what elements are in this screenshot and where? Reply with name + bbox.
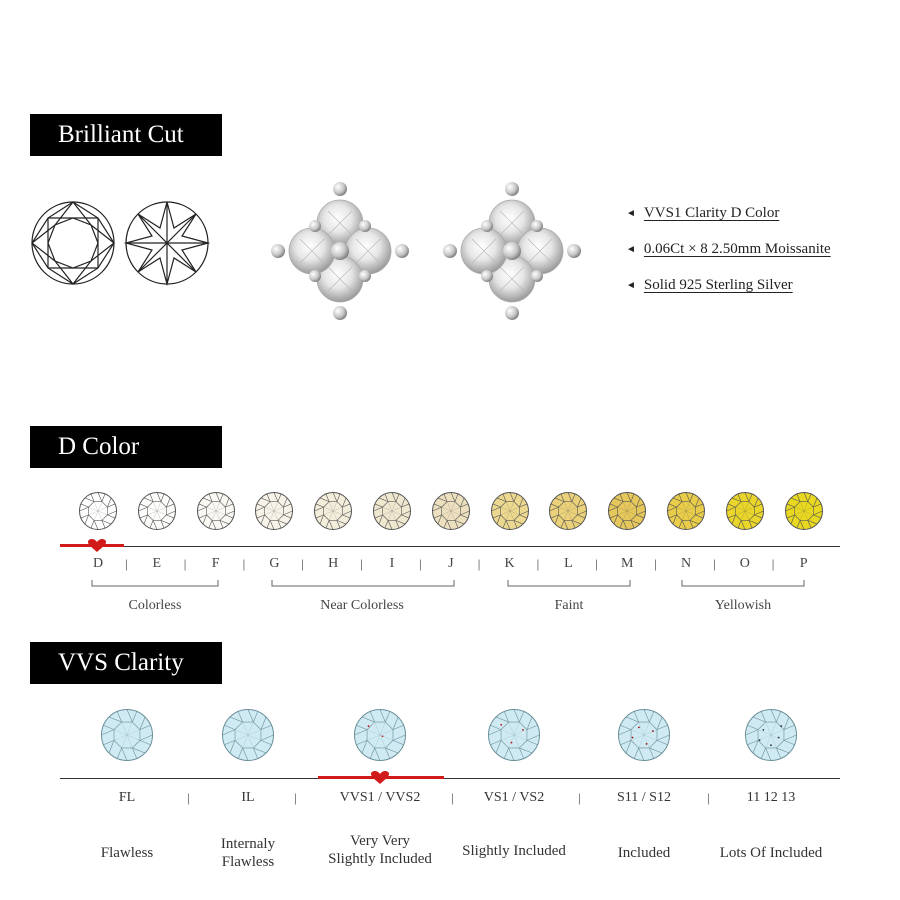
clarity-grade-si: S11 / S12: [617, 790, 671, 805]
pointer-left-icon: ◄: [626, 280, 636, 291]
earrings-product-image: [262, 175, 592, 345]
clarity-stone-4: [487, 708, 541, 767]
clarity-desc-very-very-slightly: Very Very Slightly Included: [328, 833, 432, 867]
clarity-scale-line: [60, 778, 840, 779]
feature-stone-size: ◄ 0.06Ct × 8 2.50mm Moissanite: [626, 241, 831, 257]
vvs-clarity-header: VVS Clarity: [30, 642, 222, 684]
color-grade-n: N: [680, 556, 692, 571]
group-label-colorless: Colorless: [128, 598, 182, 613]
color-swatch-o: [725, 491, 765, 536]
color-swatch-g: [254, 491, 294, 536]
clarity-stone-5: [617, 708, 671, 767]
color-grade-separator: |: [536, 556, 540, 571]
color-grade-h: H: [328, 556, 339, 571]
color-grade-separator: |: [477, 556, 481, 571]
color-swatch-e: [137, 491, 177, 536]
clarity-separator: |: [187, 790, 190, 805]
clarity-grade-vs: VS1 / VS2: [483, 790, 545, 805]
clarity-grade-i: 11 12 13: [746, 790, 796, 805]
clarity-desc-included: Included: [617, 845, 671, 861]
color-swatch-k: [490, 491, 530, 536]
color-grade-i: I: [389, 556, 395, 571]
feature-clarity-color: ◄ VVS1 Clarity D Color: [626, 205, 780, 221]
color-grade-separator: |: [183, 556, 187, 571]
clarity-separator: |: [451, 790, 454, 805]
color-grade-g: G: [269, 556, 280, 571]
group-label-near-colorless: Near Colorless: [320, 598, 404, 613]
color-grade-o: O: [739, 556, 750, 571]
color-grade-separator: |: [301, 556, 304, 571]
brilliant-cut-top-view-icon: [30, 200, 116, 286]
brilliant-cut-bottom-view-icon: [124, 200, 210, 286]
color-swatch-j: [431, 491, 471, 536]
clarity-desc-slightly: Slightly Included: [462, 843, 566, 859]
pointer-left-icon: ◄: [626, 208, 636, 219]
clarity-separator: |: [707, 790, 710, 805]
clarity-separator: |: [578, 790, 581, 805]
color-swatch-m: [607, 491, 647, 536]
color-swatch-h: [313, 491, 353, 536]
color-grade-separator: |: [419, 556, 422, 571]
color-swatch-l: [548, 491, 588, 536]
brilliant-cut-header: Brilliant Cut: [30, 114, 222, 156]
clarity-grade-fl: FL: [118, 790, 136, 805]
clarity-selected-marker-icon: [371, 771, 389, 785]
color-grade-separator: |: [242, 556, 246, 571]
color-swatch-p: [784, 491, 824, 536]
color-grade-separator: |: [125, 556, 128, 571]
d-color-header: D Color: [30, 426, 222, 468]
clarity-stone-1: [100, 708, 154, 767]
color-grade-m: M: [620, 556, 634, 571]
color-grade-k: K: [504, 556, 515, 571]
color-grade-separator: |: [595, 556, 598, 571]
color-selected-marker-icon: [88, 539, 106, 553]
group-label-yellowish: Yellowish: [714, 598, 772, 613]
color-scale-line: [60, 546, 840, 547]
clarity-grade-il: IL: [241, 790, 255, 805]
group-label-faint: Faint: [554, 598, 584, 613]
color-grade-separator: |: [654, 556, 657, 571]
color-grade-p: P: [799, 556, 808, 571]
clarity-desc-flawless: Flawless: [100, 845, 154, 861]
color-grade-f: F: [211, 556, 220, 571]
clarity-stone-2: [221, 708, 275, 767]
color-swatch-n: [666, 491, 706, 536]
clarity-separator: |: [294, 790, 297, 805]
color-grade-d: D: [92, 556, 104, 571]
pointer-left-icon: ◄: [626, 244, 636, 255]
clarity-stone-3: [353, 708, 407, 767]
clarity-grade-vvs: VVS1 / VVS2: [339, 790, 421, 805]
color-grade-e: E: [152, 556, 162, 571]
color-swatch-i: [372, 491, 412, 536]
color-grade-separator: |: [360, 556, 363, 571]
color-grade-separator: |: [713, 556, 716, 571]
color-swatch-f: [196, 491, 236, 536]
color-grade-j: J: [448, 556, 454, 571]
clarity-stone-6: [744, 708, 798, 767]
color-swatch-d: [78, 491, 118, 536]
color-group-brackets: [0, 570, 900, 592]
color-grade-separator: |: [771, 556, 775, 571]
clarity-desc-lots-included: Lots Of Included: [719, 845, 823, 861]
color-grade-l: L: [564, 556, 573, 571]
feature-material: ◄ Solid 925 Sterling Silver: [626, 277, 793, 293]
clarity-desc-internally-flawless: Internaly Flawless: [220, 836, 276, 870]
